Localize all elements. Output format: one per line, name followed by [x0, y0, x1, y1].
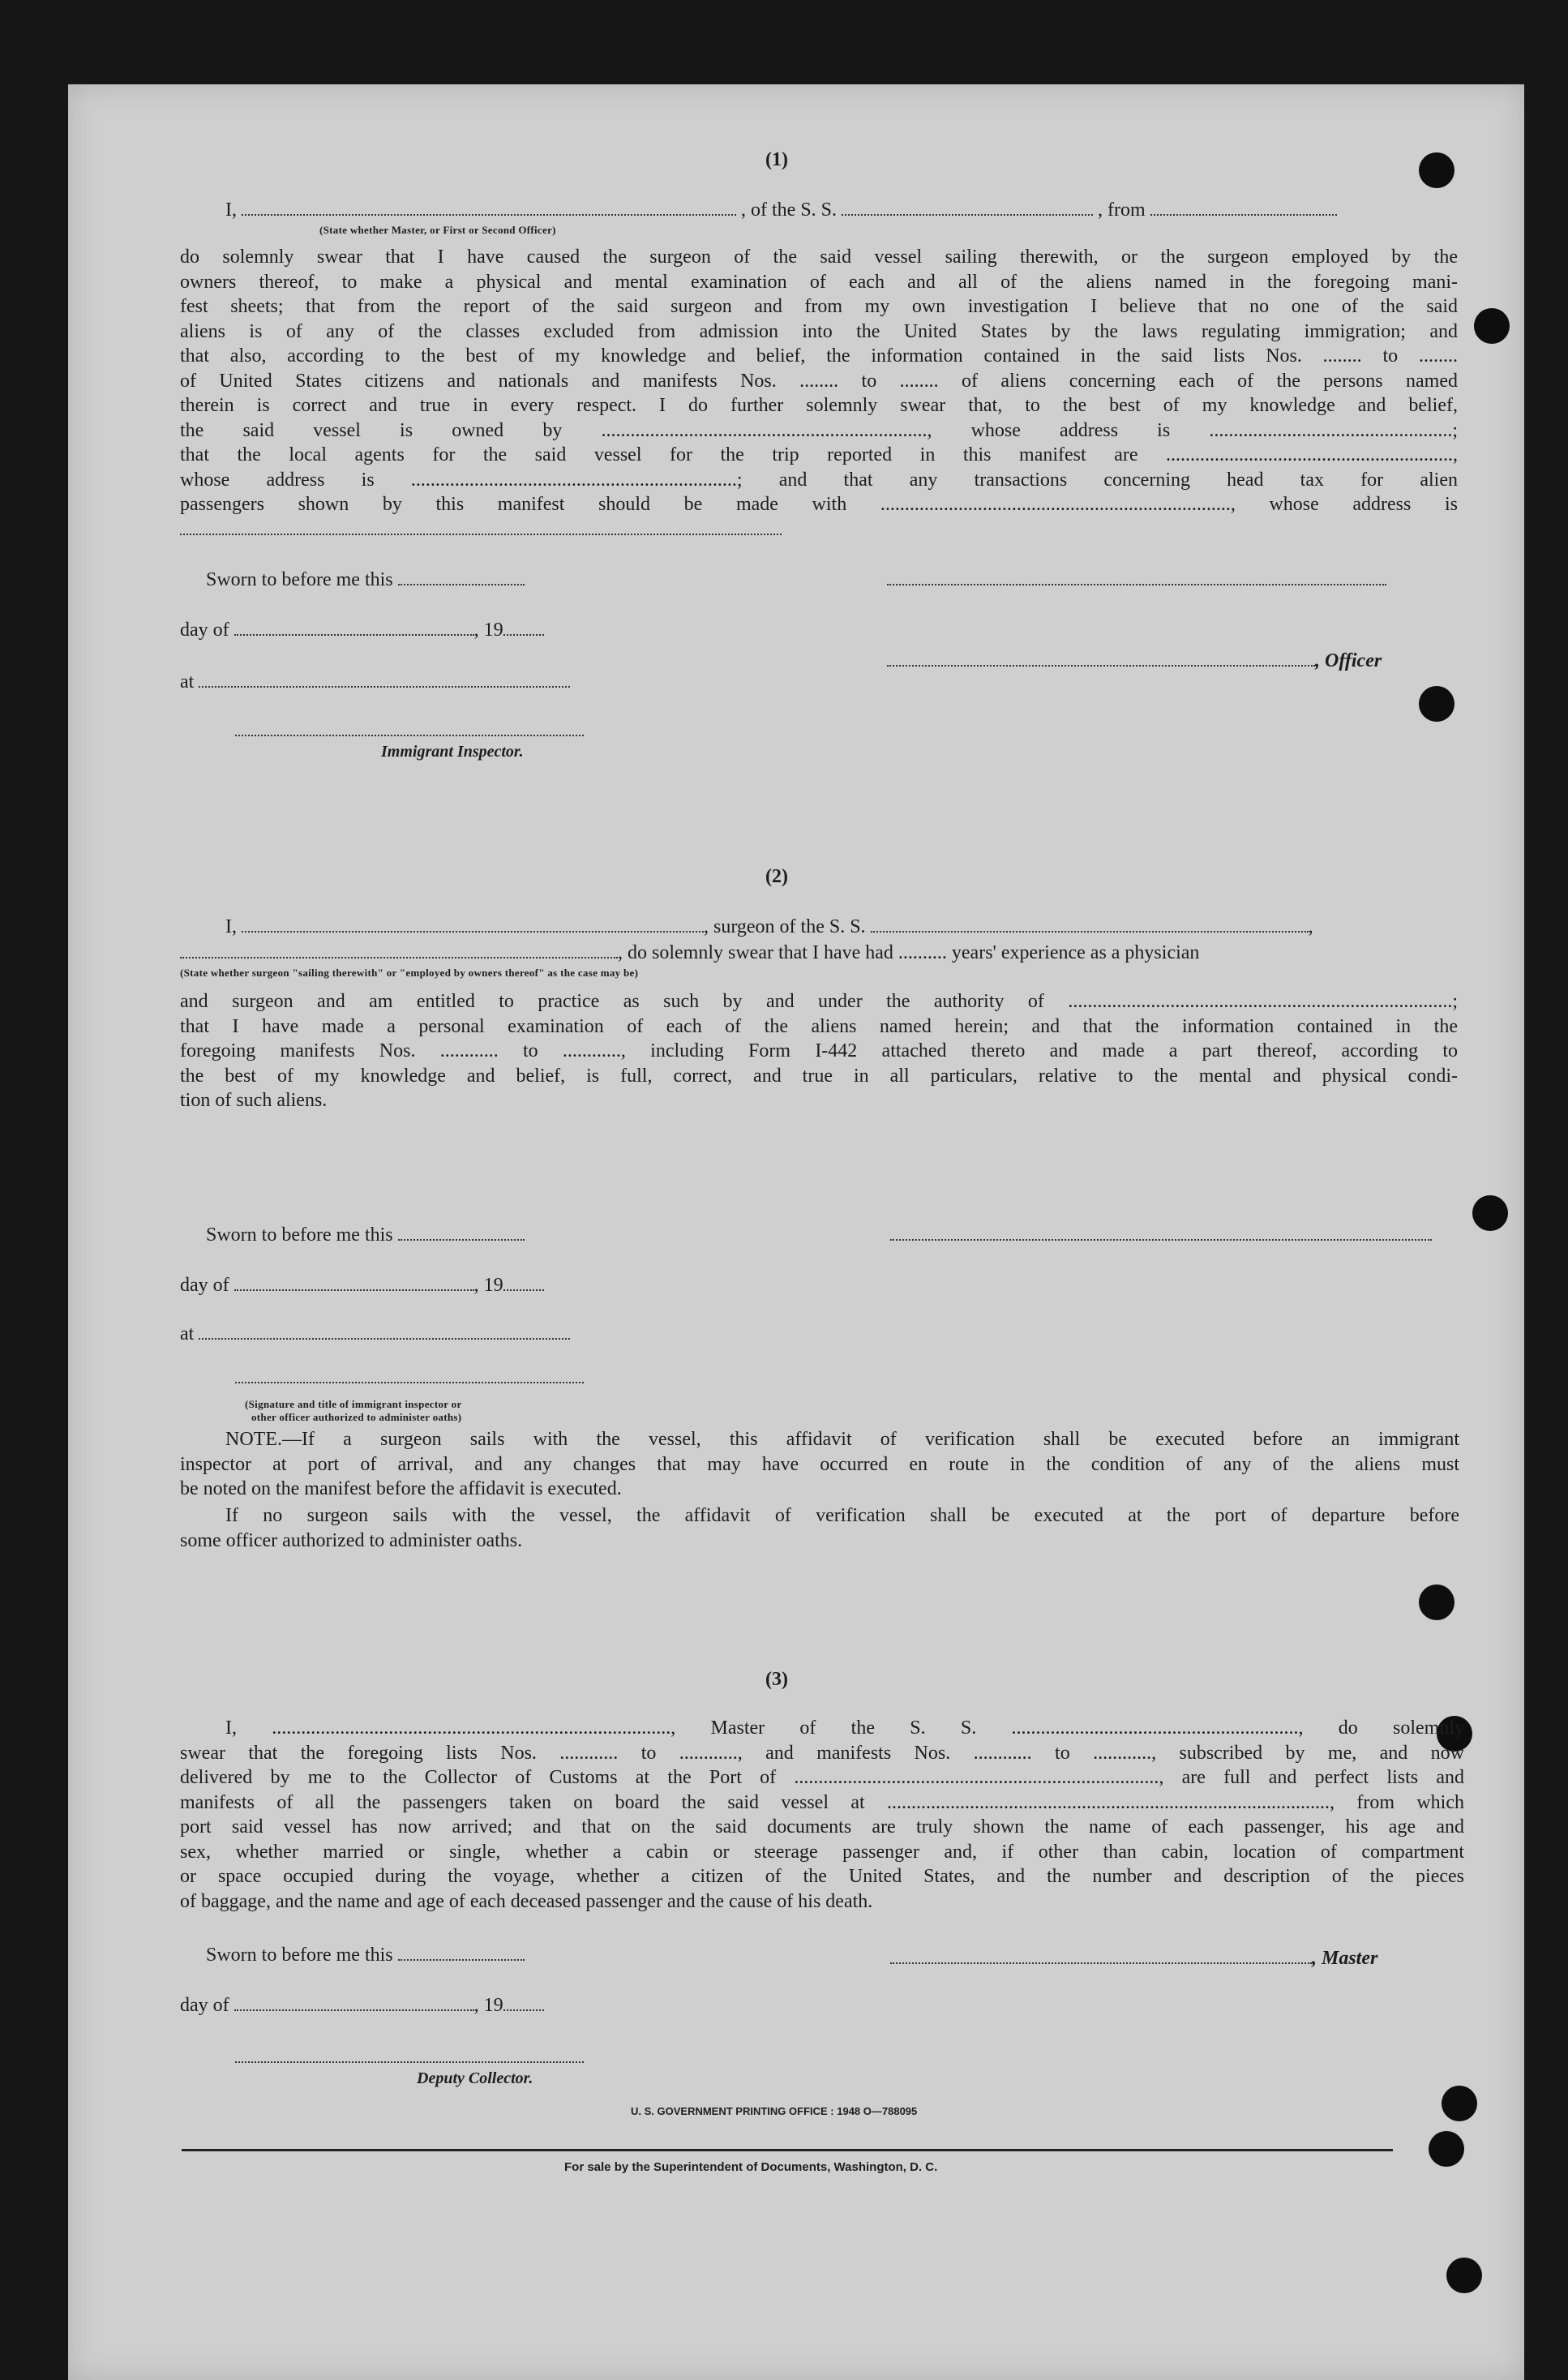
section-1-line-1: [225, 198, 1454, 222]
day-of-line: day of , 19: [180, 618, 544, 642]
printing-office-line: U. S. GOVERNMENT PRINTING OFFICE : 1948 O—788095: [631, 2105, 918, 2117]
of-ss-label: , of the S. S.: [741, 199, 838, 221]
officer-signature-line: [887, 568, 1386, 592]
surgeon-signature-line: [890, 1223, 1432, 1247]
punch-hole: [1472, 1195, 1508, 1231]
sworn-line: Sworn to before me this: [206, 1943, 525, 1967]
day-of-line: day of , 19: [180, 1993, 544, 2018]
from-label: , from: [1098, 199, 1146, 221]
note-paragraph: NOTE.—If a surgeon sails with the vessel, this affidavit of verification shall be executed before an immigrant inspector at port of arrival, and any changes that may have occurred en route in the condition of any of the aliens must be noted on the manifest before the affidavit is executed.: [180, 1429, 1459, 1499]
section-2-caption: (State whether surgeon "sailing therewith" or "employed by owners thereof" as the case may be): [180, 967, 639, 979]
immigrant-inspector-label: Immigrant Inspector.: [381, 743, 524, 761]
section-2-line-1: I, , surgeon of the S. S. ,: [225, 916, 1313, 937]
i-label: I,: [225, 199, 237, 221]
deputy-collector-label: Deputy Collector.: [417, 2069, 533, 2087]
section-3-number: (3): [765, 1669, 788, 1690]
section-2-number: (2): [765, 866, 788, 887]
sworn-line: Sworn to before me this: [206, 568, 525, 592]
bottom-rule: [182, 2149, 1393, 2151]
punch-hole: [1429, 2131, 1464, 2167]
inspector-signature-line: [235, 1366, 584, 1390]
at-line: at: [180, 670, 570, 694]
note-paragraph-2: If no surgeon sails with the vessel, the affidavit of verification shall be executed at the port of departure before some officer authorized to administer oaths.: [180, 1505, 1459, 1551]
signature-caption-2: other officer authorized to administer oaths): [251, 1411, 462, 1423]
punch-hole: [1419, 686, 1454, 722]
at-line: at: [180, 1322, 570, 1346]
manifest-back-page: [68, 84, 1524, 2380]
section-2-paragraph: and surgeon and am entitled to practice as such by and under the authority of ...............................................................................; that I have made a personal examination of each of the aliens named herein; and that the information contained in the foregoing manifests Nos. ............ to ............, including Form I-442 attached thereto and made a part thereof, according to the best of my knowledge and belief, is full, correct, and true in all particulars, relative to the mental and physical condi- tion of such aliens.: [180, 991, 1458, 1111]
punch-hole: [1419, 152, 1454, 188]
section-2-line-2: , do solemnly swear that I have had .......... years' experience as a physician: [180, 941, 1199, 965]
section-1-paragraph: do solemnly swear that I have caused the surgeon of the said vessel sailing therewith, or the surgeon employed by the owners thereof, to make a physical and mental examination of each and all of the aliens named in the foregoing mani- fest sheets; that from the report of the said surgeon and from my own investigation I believe that no one of the said aliens is of any of the classes excluded from admission into the United States by the laws regulating immigration; and that also, according to the best of my knowledge and belief, the information contained in the said lists Nos. ........ to ........ of United States citizens and nationals and manifests Nos. ........ to ........ of aliens concerning each of the persons named therein is correct and true in every respect. I do further solemnly swear that, to the best of my knowledge and belief, the said vessel is owned by ..................................................................., whose address is ..................................................; that the local agents for the said vessel for the trip reported in this manifest are ..........................................................., whose address is ...................................................................; and that any transactions concerning head tax for alien passengers shown by this manifest should be made with ........................................................................, whose address is: [180, 245, 1458, 542]
punch-hole: [1446, 2258, 1482, 2293]
section-1-caption: (State whether Master, or First or Second Officer): [319, 224, 556, 236]
officer-line: , Officer: [887, 649, 1382, 673]
punch-hole: [1474, 308, 1510, 344]
punch-hole: [1419, 1585, 1454, 1620]
signature-caption-1: (Signature and title of immigrant inspector or: [245, 1398, 462, 1410]
section-3-paragraph: I, .................................................................................., Master of the S. S. ..........................................................., do solemnly swear that the foregoing lists Nos. ............ to ............, and manifests Nos. ............ to ............, subscribed by me, and now delivered by me to the Collector of Customs at the Port of ..........................................................................., are full and perfect lists and manifests of all the passengers taken on board the said vessel at ..........................................................................................., from which port said vessel has now arrived; and that on the said documents are truly shown the name of each passenger, his age and sex, whether married or single, whether a cabin or steerage passenger and, if other than cabin, location of compartment or space occupied during the voyage, whether a citizen of the United States, and the number and description of the pieces of baggage, and the name and age of each deceased passenger and the cause of his death.: [180, 1717, 1464, 1912]
section-1-number: (1): [765, 149, 788, 170]
day-of-line: day of , 19: [180, 1273, 544, 1297]
punch-hole: [1442, 2086, 1477, 2121]
sworn-line: Sworn to before me this: [206, 1223, 525, 1247]
for-sale-line: For sale by the Superintendent of Documents, Washington, D. C.: [564, 2160, 938, 2174]
master-line: , Master: [890, 1946, 1377, 1970]
